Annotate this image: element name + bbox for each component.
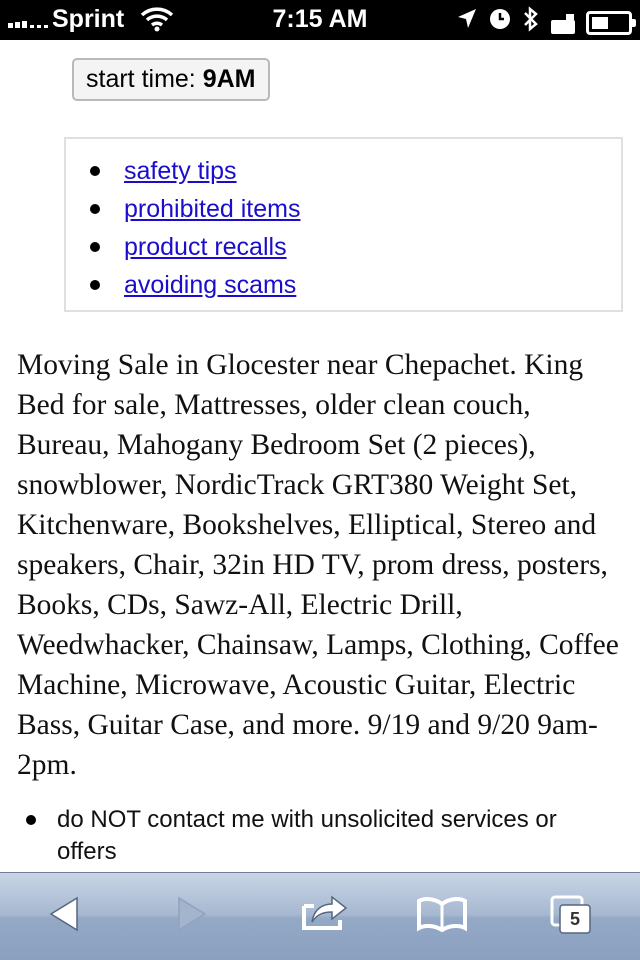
avoiding-scams-link[interactable]: avoiding scams: [124, 270, 297, 299]
start-time-badge: [72, 58, 270, 101]
safety-tips-link[interactable]: safety tips: [124, 156, 237, 185]
tab-count: 5: [569, 909, 580, 929]
tabs-icon: [548, 895, 596, 937]
tabs-button[interactable]: [546, 893, 598, 939]
browser-toolbar: [0, 872, 640, 960]
bluetooth-icon: [522, 6, 540, 39]
status-bar: [0, 0, 640, 40]
forward-arrow-icon: [175, 895, 209, 938]
list-item: [90, 266, 300, 304]
share-icon: [298, 894, 350, 939]
bookmarks-icon: [416, 896, 468, 937]
alarm-icon: [488, 7, 512, 38]
bullet-icon: [90, 280, 100, 290]
prohibited-items-link[interactable]: prohibited items: [124, 194, 301, 223]
bullet-icon: [26, 815, 36, 825]
status-time: 7:15 AM: [272, 5, 368, 33]
start-time-label: start time:: [86, 65, 196, 93]
list-item: [90, 228, 300, 266]
location-icon: [456, 7, 478, 38]
list-item: [26, 804, 616, 868]
battery-icon: [586, 11, 632, 35]
notices-list: [26, 804, 616, 868]
list-item: [90, 190, 300, 228]
help-links-box: [64, 137, 623, 312]
posting-body: Moving Sale in Glocester near Chepachet. King Bed for sale, Mattresses, older clean couch, Bureau, Mahogany Bedroom Set (2 pieces), snowblower, NordicTrack GRT380 Weight Set, Kitchenware, Bookshelves, Elliptical, Stereo and speakers, Chair, 32in HD TV, prom dress, posters, Books, CDs, Sawz-All, Electric Drill, Weedwhacker, Chainsaw, Lamps, Clothing, Coffee Machine, Microwave, Acoustic Guitar, Electric Bass, Guitar Case, and more. 9/19 and 9/20 9am-2pm.: [17, 349, 619, 781]
battery-plug-icon: [550, 11, 576, 35]
product-recalls-link[interactable]: product recalls: [124, 232, 287, 261]
start-time-value: 9AM: [202, 65, 256, 93]
bullet-icon: [90, 242, 100, 252]
notice-text: do NOT contact me with unsolicited services or offers: [57, 806, 557, 865]
bullet-icon: [90, 204, 100, 214]
bullet-icon: [90, 166, 100, 176]
back-arrow-icon: [47, 895, 81, 938]
web-page-content: [0, 40, 640, 872]
share-button[interactable]: [298, 893, 350, 939]
forward-button[interactable]: [166, 893, 218, 939]
bookmarks-button[interactable]: [416, 893, 468, 939]
help-links-list: [90, 152, 300, 304]
carrier-name: Sprint: [52, 5, 125, 33]
back-button[interactable]: [38, 893, 90, 939]
list-item: [90, 152, 300, 190]
